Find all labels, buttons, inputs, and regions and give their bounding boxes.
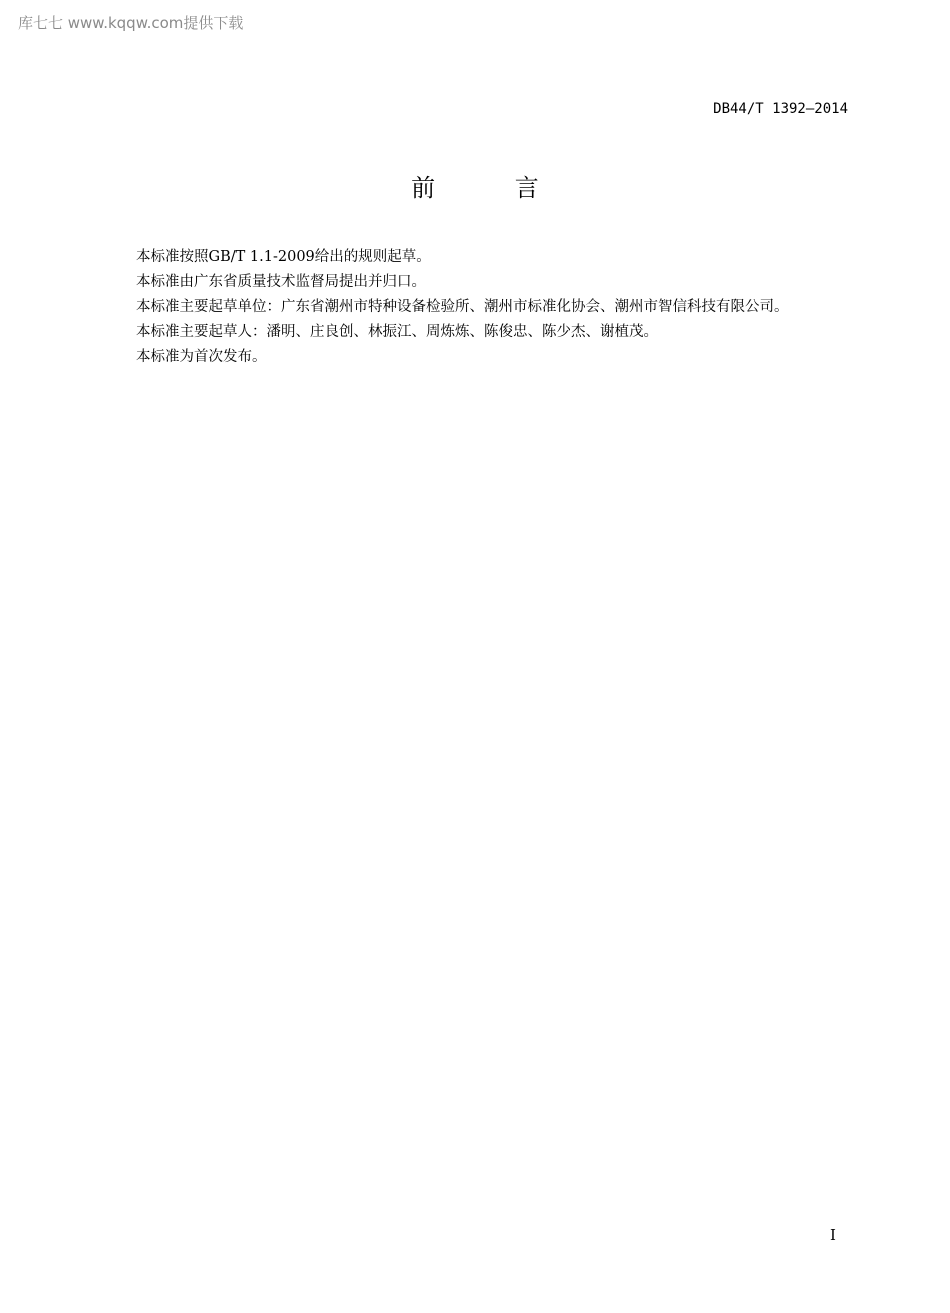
paragraph-drafters: 本标准主要起草人：潘明、庄良创、林振江、周炼炼、陈俊忠、陈少杰、谢植茂。: [136, 324, 658, 340]
page-number: I: [830, 1226, 836, 1244]
foreword-body: [103, 245, 849, 370]
paragraph-first-release: 本标准为首次发布。: [136, 349, 267, 365]
standard-code: DB44/T 1392—2014: [713, 101, 848, 117]
section-title: 前 言: [411, 174, 575, 202]
watermark-text: 库七七 www.kqqw.com提供下载: [18, 14, 244, 32]
paragraph-drafting-units: 本标准主要起草单位：广东省潮州市特种设备检验所、潮州市标准化协会、潮州市智信科技有限公司。: [136, 299, 789, 315]
paragraph-drafting-rules: 本标准按照GB/T 1.1-2009给出的规则起草。: [136, 249, 431, 265]
paragraph-proposer: 本标准由广东省质量技术监督局提出并归口。: [136, 274, 426, 290]
